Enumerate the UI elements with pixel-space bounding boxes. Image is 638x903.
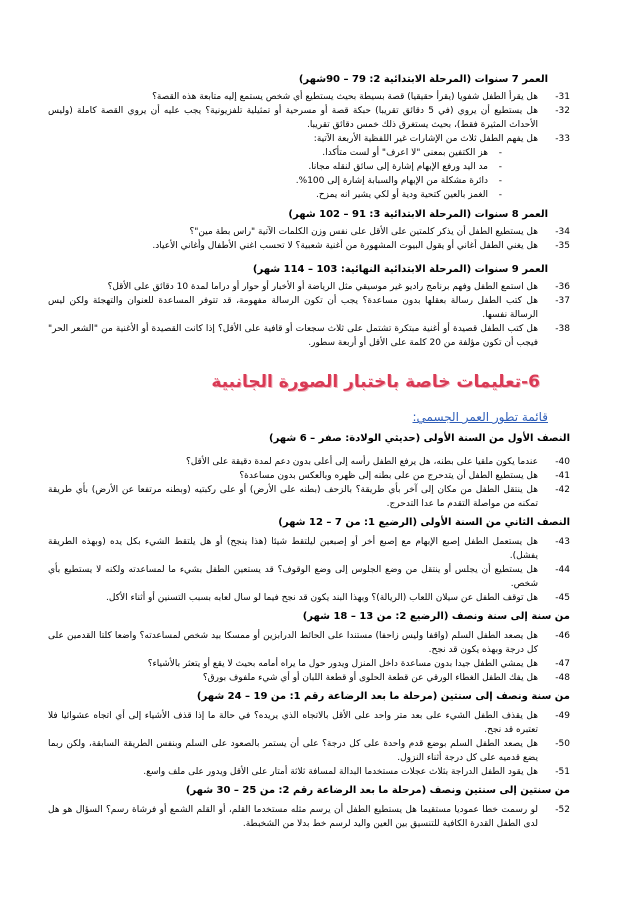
question-number: -49 <box>555 711 570 721</box>
question-item <box>48 239 570 253</box>
bullet-item <box>48 188 502 202</box>
question-number: -47 <box>555 659 570 669</box>
bullet-dash: - <box>498 176 502 186</box>
question-text: هل ينتقل الطفل من مكان إلى آخر بأي طريقة؟ بالزحف (بطنه على الأرض) أو على ركبتيه (وبطنه مرتفعا عن الأرض) بأي طريقة تمكنه من مواصلة التقدم ما عدا التدحرج. <box>48 485 538 509</box>
question-item <box>48 591 570 605</box>
age-group <box>48 783 570 831</box>
question-text: هل يستطيع أن يجلس أو ينتقل من وضع الجلوس إلى وضع الوقوف؟ قد يستعين الطفل بشيء ما لمساعدته ولكنه لا يستطيع بأي شخص. <box>48 565 538 589</box>
question-text: هل يمشي الطفل جيدا بدون مساعدة داخل المنزل ويدور حول ما يراه أمامه بحيث لا يقع أو يتعثر بالأشياء؟ <box>147 659 538 669</box>
question-item <box>48 671 570 685</box>
question-number: -48 <box>555 673 570 683</box>
question-item <box>48 90 570 104</box>
bullet-dash: - <box>498 148 502 158</box>
bullet-item <box>48 160 502 174</box>
question-item <box>48 322 570 350</box>
question-number: -51 <box>555 767 570 777</box>
question-number: -42 <box>555 485 570 495</box>
section-title: 6-تعليمات خاصة باختبار الصورة الجانبية <box>211 372 540 392</box>
question-item <box>48 455 570 469</box>
question-text: هل كتب الطفل رسالة بعقلها بدون مساعدة؟ يجب أن تكون الرسالة مفهومة، قد تتوفر المساعدة للعنوان والتهجئة ولكن ليس الرسالة نفسها. <box>48 296 538 320</box>
age-group <box>48 431 570 511</box>
question-number: -34 <box>555 227 570 237</box>
age-group <box>48 515 570 605</box>
bullet-dash: - <box>498 190 502 200</box>
age-group-heading: النصف الثاني من السنة الأولى (الرضيع 1: من 7 – 12 شهر) <box>278 517 570 528</box>
question-text: هل يستطيع الطفل أن يذكر كلمتين على الأقل على نفس وزن الكلمات الآتية "راس بطة مين"؟ <box>189 227 538 237</box>
age-group-heading: العمر 9 سنوات (المرحلة الابتدائية النهائية: 103 – 114 شهر) <box>252 264 548 275</box>
question-number: -33 <box>555 134 570 144</box>
question-text: لو رسمت خطا عموديا مستقيما هل يستطيع الطفل أن يرسم مثله مستخدما القلم، أو القلم الشمع أو فرشاة رسم؟ السؤال هو هل لدى الطفل القدرة الكافية للتنسيق بين العين واليد لرسم خط بدلا من الشخبطة. <box>48 805 538 829</box>
bullet-item <box>48 174 502 188</box>
question-item <box>48 535 570 563</box>
question-text: هل يفك الطفل الغطاء الورقي عن قطعة الحلوى أو قطعة اللبان أو أي شيء ملفوف بورق؟ <box>202 673 538 683</box>
question-number: -43 <box>555 537 570 547</box>
question-item <box>48 469 570 483</box>
question-text: هل يصعد الطفل السلم بوضع قدم واحدة على كل درجة؟ على أن يستمر بالصعود على السلم وبنفس الطريقة السابقة، ولكن ربما يضع قدميه على كل درجة أثناء النزول. <box>48 739 538 763</box>
age-group-heading: من سنة ونصف إلى سنتين (مرحلة ما بعد الرضاعة رقم 1: من 19 – 24 شهر) <box>196 691 570 702</box>
document-page <box>48 72 570 831</box>
question-number: -38 <box>555 324 570 334</box>
age-group-heading: العمر 8 سنوات (المرحلة الابتدائية 3: 91 – 102 شهر) <box>288 209 548 220</box>
question-text: هل يصعد الطفل السلم (واقفا وليس زاحفا) مستندا على الحائط الدرابزين أو ممسكا بيد شخص لمساعدته؟ واضعا كلتا القدمين على كل درجة وبهذه يكون قد نجح. <box>48 631 538 655</box>
question-item <box>48 483 570 511</box>
physical-development-section <box>48 431 570 831</box>
question-item <box>48 225 570 239</box>
list-title: قائمة تطور العمر الجسمي: <box>412 410 548 424</box>
question-number: -32 <box>555 106 570 116</box>
question-item <box>48 765 570 779</box>
question-text: هل استمع الطفل وفهم برنامج راديو غير موسيقي مثل الرياضة أو الأخبار أو حوار أو دراما لمدة 10 دقائق على الأقل؟ <box>107 282 538 292</box>
question-item <box>48 629 570 657</box>
question-text: هل يستطيع الطفل أن يتدحرج من على بطنه إلى ظهره وبالعكس بدون مساعدة؟ <box>239 471 538 481</box>
age-group-heading: العمر 7 سنوات (المرحلة الابتدائية 2: 79 – 90شهر) <box>298 74 548 85</box>
question-number: -37 <box>555 296 570 306</box>
question-number: -44 <box>555 565 570 575</box>
question-number: -35 <box>555 241 570 251</box>
question-text: هل يغني الطفل أغاني أو يقول البيوت المشهورة من أغنية شعبية؟ لا تحسب اغني الأطفال وأغاني الأعياد. <box>152 241 538 251</box>
question-number: -40 <box>555 457 570 467</box>
question-text: هل يفهم الطفل ثلاث من الإشارات غير اللفظية الأربعة الآتية: <box>313 134 538 144</box>
question-number: -31 <box>555 92 570 102</box>
age-group-heading: النصف الأول من السنة الأولى (حديثي الولادة: صفر – 6 شهر) <box>269 433 570 444</box>
age-group <box>48 689 570 779</box>
bullet-text: هز الكتفين بمعنى "لا اعرف" أو لست متأكدا. <box>322 148 488 158</box>
question-item <box>48 132 570 146</box>
question-text: هل يقذف الطفل الشيء على بعد متر واحد على الأقل بالاتجاه الذي يريده؟ في حالة ما إذا قذف الأشياء إلى أي اتجاه عشوائيا فلا تعتبره قد نجح. <box>48 711 538 735</box>
bullet-text: الغمز بالعين كتحية ودية أو لكي يشير انه يمزح. <box>315 190 488 200</box>
question-number: -46 <box>555 631 570 641</box>
age-group-heading: من سنتين إلى سنتين ونصف (مرحلة ما بعد الرضاعة رقم 2: من 25 – 30 شهر) <box>185 785 570 796</box>
question-number: -52 <box>555 805 570 815</box>
age-group <box>48 609 570 685</box>
question-number: -50 <box>555 739 570 749</box>
question-number: -41 <box>555 471 570 481</box>
age-group <box>48 207 570 253</box>
bullet-dash: - <box>498 162 502 172</box>
question-item <box>48 803 570 831</box>
question-item <box>48 737 570 765</box>
question-item <box>48 280 570 294</box>
bullet-text: مد اليد ورفع الإبهام إشارة إلى سائق لنقله مجانا. <box>308 162 488 172</box>
bullet-text: دائرة مشكلة من الإبهام والسبابة إشارة إلى 100%. <box>295 176 488 186</box>
age-group <box>48 72 570 202</box>
question-text: هل توقف الطفل عن سيلان اللعاب (الريالة)؟ وبهذا البند يكون قد نجح فيما لو سال لعابه بسبب التسنين أو أثناء الأكل. <box>106 593 538 603</box>
question-item <box>48 657 570 671</box>
question-number: -36 <box>555 282 570 292</box>
question-item <box>48 294 570 322</box>
question-item <box>48 709 570 737</box>
question-text: هل يقود الطفل الدراجة بثلاث عجلات مستخدما البدالة لمسافة ثلاثة أمتار على الأقل ويدور على ملف واسع. <box>143 767 538 777</box>
question-text: هل يقرأ الطفل شفويا (يقرأ حقيقيا) قصة بسيطة بحيث يستطيع أي شخص يستمع إليه متابعة هذه القصة؟ <box>152 92 538 102</box>
question-text: عندما يكون ملقيا على بطنه، هل يرفع الطفل رأسه إلى أعلى بدون دعم لمدة دقيقة على الأقل؟ <box>185 457 538 467</box>
question-item <box>48 104 570 132</box>
question-item <box>48 563 570 591</box>
question-text: هل كتب الطفل قصيدة أو أغنية مبتكرة تشتمل على ثلاث سجعات أو قافية على الأقل؟ إذا كانت القصيدة أو الأغنية من "الشعر الحر" فيجب أن تكون مؤلفة من 20 كلمة على الأقل أو أربعة سطور. <box>48 324 538 348</box>
question-text: هل يستعمل الطفل إصبع الإبهام مع إصبع أخر أو إصبعين ليلتقط شيئا (هذا ينجح) أو هل يلتقط الشيء بكل يده (وبهذه الطريقة يفشل). <box>48 537 538 561</box>
age-group-heading: من سنة إلى سنة ونصف (الرضيع 2: من 13 – 18 شهر) <box>302 611 570 622</box>
bullet-item <box>48 146 502 160</box>
question-number: -45 <box>555 593 570 603</box>
age-7-9-section <box>48 72 570 350</box>
age-group <box>48 262 570 350</box>
question-text: هل يستطيع أن يروي (في 5 دقائق تقريبا) حبكة قصة أو مسرحية أو تمثيلية تلفزيونية؟ يجب عليه أن يروي القصة كاملة (وليس الأحداث المثيرة فقط)، بحيث يستغرق ذلك خمس دقائق تقريبا. <box>48 106 538 130</box>
